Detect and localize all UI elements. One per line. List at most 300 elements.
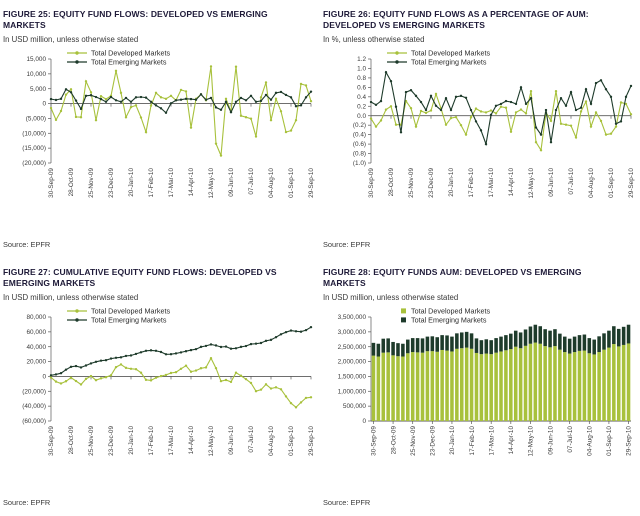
series-marker: [485, 143, 487, 145]
series-marker: [55, 119, 57, 121]
bar-emerging: [435, 337, 439, 352]
bar-emerging: [573, 337, 577, 352]
figure-26-chart: [323, 47, 637, 209]
series-marker: [450, 109, 452, 111]
series-marker: [50, 98, 52, 100]
series-marker: [285, 131, 287, 133]
panel-figure-26: [320, 0, 640, 258]
series-marker: [500, 105, 502, 107]
series-marker: [520, 86, 522, 88]
bar-developed: [411, 352, 415, 421]
bar-developed: [465, 348, 469, 421]
series-marker: [280, 333, 282, 335]
series-marker: [470, 116, 472, 118]
series-marker: [270, 119, 272, 121]
series-marker: [305, 329, 307, 331]
series-marker: [160, 96, 162, 98]
series-marker: [245, 116, 247, 118]
series-marker: [240, 97, 242, 99]
legend-label: Total Developed Markets: [91, 306, 171, 316]
y-tick-label: 0.8: [357, 74, 366, 82]
series-marker: [200, 93, 202, 95]
series-marker: [485, 111, 487, 113]
series-marker: [235, 101, 237, 103]
series-marker: [615, 123, 617, 125]
figure-26-subtitle: In %, unless otherwise stated: [323, 34, 425, 44]
bar-developed: [450, 351, 454, 421]
series-marker: [175, 352, 177, 354]
y-tick-label: 0: [362, 417, 366, 425]
bar-emerging: [583, 334, 587, 350]
figure-26-title: FIGURE 26: EQUITY FUND FLOWS AS A PERCENTAGE OF AUM: DEVELOPED VS EMERGING MARKETS: [323, 9, 589, 31]
series-marker: [245, 99, 247, 101]
series-marker: [595, 111, 597, 113]
bar-emerging: [489, 340, 493, 354]
series-marker: [255, 101, 257, 103]
series-marker: [300, 83, 302, 85]
bar-emerging: [475, 338, 479, 353]
series-marker: [590, 103, 592, 105]
y-tick-label: 5,000: [30, 85, 46, 93]
series-marker: [180, 89, 182, 91]
series-marker: [55, 99, 57, 101]
bar-developed: [573, 352, 577, 421]
series-marker: [185, 90, 187, 92]
series-marker: [610, 132, 612, 134]
series-marker: [230, 381, 232, 383]
series-marker: [410, 107, 412, 109]
figure-25-title: FIGURE 25: EQUITY FUND FLOWS: DEVELOPED VS EMERGING MARKETS: [3, 9, 268, 31]
series-marker: [265, 94, 267, 96]
bar-developed: [558, 350, 562, 421]
series-marker: [55, 373, 57, 375]
x-tick-label: 17-Mar-10: [488, 167, 496, 198]
bar-emerging: [377, 344, 381, 357]
series-marker: [115, 357, 117, 359]
series-marker: [520, 108, 522, 110]
series-marker: [515, 111, 517, 113]
bar-developed: [372, 356, 376, 421]
bar-emerging: [440, 335, 444, 350]
series-marker: [225, 101, 227, 103]
series-marker: [140, 371, 142, 373]
series-marker: [625, 96, 627, 98]
x-tick-label: 17-Feb-10: [468, 167, 476, 198]
series-marker: [170, 95, 172, 97]
series-marker: [120, 92, 122, 94]
series-marker: [575, 136, 577, 138]
series-marker: [130, 354, 132, 356]
series-marker: [55, 380, 57, 382]
series-marker: [185, 98, 187, 100]
x-tick-label: 23-Dec-09: [108, 425, 116, 456]
series-marker: [295, 105, 297, 107]
x-tick-label: 17-Feb-10: [148, 425, 156, 456]
y-tick-label: (1.0): [352, 159, 366, 167]
bar-emerging: [538, 326, 542, 344]
legend-marker-emerging: [75, 318, 78, 321]
series-marker: [180, 351, 182, 353]
bar-developed: [602, 350, 606, 421]
series-marker: [170, 372, 172, 374]
series-marker: [180, 98, 182, 100]
x-tick-label: 07-Jul-10: [566, 425, 574, 453]
series-marker: [105, 101, 107, 103]
series-marker: [175, 99, 177, 101]
series-marker: [425, 109, 427, 111]
figure-25-source: Source: EPFR: [3, 240, 51, 249]
x-tick-label: 09-Jun-10: [228, 167, 236, 197]
series-marker: [420, 101, 422, 103]
series-marker: [390, 80, 392, 82]
series-line-developed: [51, 358, 311, 407]
y-tick-label: (20,000): [22, 159, 46, 167]
series-marker: [380, 100, 382, 102]
series-marker: [255, 342, 257, 344]
series-marker: [160, 375, 162, 377]
series-marker: [255, 135, 257, 137]
bar-emerging: [597, 336, 601, 352]
bar-developed: [445, 351, 449, 421]
y-tick-label: (5,000): [25, 115, 46, 123]
bar-developed: [485, 353, 489, 420]
series-marker: [480, 110, 482, 112]
series-marker: [90, 94, 92, 96]
series-marker: [50, 376, 52, 378]
x-tick-label: 01-Sep-10: [288, 425, 296, 456]
x-tick-label: 25-Nov-09: [408, 167, 416, 198]
x-tick-label: 04-Aug-10: [268, 167, 276, 198]
y-tick-label: 20,000: [26, 358, 46, 366]
series-marker: [70, 88, 72, 90]
series-marker: [170, 353, 172, 355]
bar-emerging: [509, 334, 513, 349]
bar-emerging: [450, 337, 454, 352]
series-marker: [630, 85, 632, 87]
series-marker: [375, 104, 377, 106]
series-marker: [75, 365, 77, 367]
y-tick-label: 0.2: [357, 103, 366, 111]
series-marker: [165, 374, 167, 376]
y-tick-label: 1,500,000: [337, 373, 366, 381]
x-tick-label: 30-Sep-09: [48, 425, 56, 456]
series-marker: [385, 108, 387, 110]
x-tick-label: 30-Sep-09: [368, 167, 376, 198]
series-marker: [165, 353, 167, 355]
bar-developed: [475, 353, 479, 421]
series-marker: [275, 92, 277, 94]
bar-developed: [568, 353, 572, 420]
series-marker: [100, 359, 102, 361]
series-marker: [215, 344, 217, 346]
bar-emerging: [465, 332, 469, 348]
bar-developed: [622, 345, 626, 421]
series-marker: [190, 126, 192, 128]
series-marker: [510, 131, 512, 133]
legend-marker-developed: [75, 309, 78, 312]
bar-emerging: [514, 331, 518, 347]
series-marker: [225, 345, 227, 347]
x-tick-label: 14-Apr-10: [508, 167, 516, 197]
series-marker: [210, 97, 212, 99]
series-marker: [305, 397, 307, 399]
series-marker: [145, 131, 147, 133]
series-marker: [110, 374, 112, 376]
series-marker: [165, 112, 167, 114]
y-tick-label: 60,000: [26, 328, 46, 336]
series-marker: [265, 81, 267, 83]
series-marker: [370, 117, 372, 119]
series-marker: [390, 105, 392, 107]
bar-emerging: [553, 329, 557, 346]
x-tick-label: 30-Sep-09: [48, 167, 56, 198]
bar-developed: [592, 354, 596, 421]
bar-emerging: [445, 335, 449, 350]
series-marker: [205, 345, 207, 347]
y-tick-label: 2,000,000: [337, 358, 366, 366]
series-marker: [125, 355, 127, 357]
bar-emerging: [602, 333, 606, 349]
series-marker: [510, 101, 512, 103]
x-tick-label: 17-Feb-10: [468, 425, 476, 456]
bar-developed: [406, 353, 410, 421]
series-marker: [210, 343, 212, 345]
series-marker: [280, 110, 282, 112]
bar-developed: [470, 349, 474, 421]
x-tick-label: 09-Jun-10: [548, 167, 556, 197]
series-marker: [530, 97, 532, 99]
series-marker: [295, 406, 297, 408]
series-marker: [630, 113, 632, 115]
series-marker: [445, 97, 447, 99]
series-marker: [80, 108, 82, 110]
series-marker: [265, 340, 267, 342]
legend-label: Total Developed Markets: [411, 306, 491, 316]
series-marker: [135, 368, 137, 370]
x-tick-label: 28-Oct-09: [68, 425, 76, 455]
series-marker: [50, 107, 52, 109]
series-marker: [85, 95, 87, 97]
bar-emerging: [426, 337, 430, 352]
figure-27-source: Source: EPFR: [3, 498, 51, 507]
series-marker: [495, 105, 497, 107]
x-tick-label: 25-Nov-09: [88, 425, 96, 456]
bar-developed: [529, 344, 533, 421]
x-tick-label: 14-Apr-10: [188, 167, 196, 197]
series-marker: [615, 125, 617, 127]
series-marker: [155, 92, 157, 94]
legend-marker-emerging: [395, 60, 398, 63]
figure-28-chart: [323, 305, 637, 467]
bar-developed: [416, 352, 420, 421]
bar-developed: [480, 354, 484, 421]
x-tick-label: 29-Sep-10: [625, 425, 633, 456]
x-tick-label: 12-May-10: [208, 167, 216, 199]
series-marker: [85, 80, 87, 82]
series-marker: [250, 117, 252, 119]
series-marker: [400, 131, 402, 133]
series-marker: [60, 382, 62, 384]
x-tick-label: 20-Jan-10: [128, 167, 136, 197]
x-tick-label: 20-Jan-10: [448, 167, 456, 197]
panel-figure-28: [320, 258, 640, 516]
y-tick-label: (20,000): [22, 388, 46, 396]
series-marker: [115, 366, 117, 368]
series-marker: [215, 367, 217, 369]
series-marker: [450, 117, 452, 119]
series-marker: [90, 375, 92, 377]
bar-developed: [381, 353, 385, 421]
series-marker: [440, 109, 442, 111]
y-tick-label: 0.0: [357, 112, 366, 120]
series-marker: [410, 89, 412, 91]
panel-figure-25: [0, 0, 320, 258]
series-marker: [605, 133, 607, 135]
bar-developed: [607, 348, 611, 421]
series-marker: [460, 95, 462, 97]
series-marker: [155, 104, 157, 106]
bar-emerging: [411, 338, 415, 352]
bar-emerging: [534, 325, 538, 343]
series-marker: [235, 371, 237, 373]
bar-emerging: [568, 339, 572, 354]
series-marker: [310, 326, 312, 328]
bar-emerging: [396, 343, 400, 356]
y-tick-label: 3,500,000: [337, 313, 366, 321]
bar-developed: [553, 346, 557, 421]
series-marker: [85, 364, 87, 366]
series-marker: [150, 349, 152, 351]
series-marker: [310, 396, 312, 398]
bar-developed: [588, 353, 592, 421]
bar-emerging: [617, 329, 621, 347]
legend-label: Total Emerging Markets: [91, 315, 167, 325]
series-marker: [480, 129, 482, 131]
bar-developed: [509, 349, 513, 421]
x-tick-label: 01-Sep-10: [608, 167, 616, 198]
bar-emerging: [529, 326, 533, 343]
series-marker: [65, 368, 67, 370]
series-marker: [205, 98, 207, 100]
bar-emerging: [455, 333, 459, 348]
series-marker: [560, 123, 562, 125]
series-marker: [215, 106, 217, 108]
bar-emerging: [592, 340, 596, 355]
series-marker: [65, 380, 67, 382]
series-marker: [120, 101, 122, 103]
bar-developed: [460, 348, 464, 421]
y-tick-label: 1,000,000: [337, 388, 366, 396]
bar-developed: [538, 344, 542, 421]
bar-emerging: [504, 335, 508, 350]
series-marker: [115, 99, 117, 101]
series-marker: [550, 120, 552, 122]
series-marker: [95, 96, 97, 98]
bar-developed: [386, 352, 390, 421]
series-marker: [110, 357, 112, 359]
series-marker: [100, 98, 102, 100]
series-marker: [230, 347, 232, 349]
series-marker: [160, 107, 162, 109]
series-marker: [125, 116, 127, 118]
x-tick-label: 23-Dec-09: [429, 425, 437, 456]
bar-emerging: [563, 337, 567, 352]
series-marker: [530, 90, 532, 92]
figure-27-title: FIGURE 27: CUMULATIVE EQUITY FUND FLOWS: DEVELOPED VS EMERGING MARKETS: [3, 267, 277, 289]
series-marker: [540, 149, 542, 151]
legend: [67, 306, 171, 324]
y-tick-label: 0: [42, 373, 46, 381]
series-marker: [290, 329, 292, 331]
bar-developed: [401, 356, 405, 420]
bar-emerging: [543, 329, 547, 346]
series-marker: [220, 109, 222, 111]
series-marker: [225, 379, 227, 381]
series-marker: [240, 374, 242, 376]
bar-developed: [617, 346, 621, 421]
bar-emerging: [524, 329, 528, 345]
bar-emerging: [612, 326, 616, 344]
x-tick-label: 04-Aug-10: [588, 167, 596, 198]
series-marker: [610, 96, 612, 98]
bar-emerging: [607, 331, 611, 348]
series-marker: [525, 112, 527, 114]
series-marker: [220, 346, 222, 348]
series-marker: [125, 367, 127, 369]
series-marker: [185, 350, 187, 352]
y-tick-label: 0.4: [357, 93, 366, 101]
series-marker: [565, 105, 567, 107]
series-marker: [620, 120, 622, 122]
series-marker: [190, 370, 192, 372]
series-marker: [490, 109, 492, 111]
series-marker: [600, 79, 602, 81]
series-marker: [275, 386, 277, 388]
series-marker: [555, 109, 557, 111]
series-marker: [585, 88, 587, 90]
legend-label: Total Emerging Markets: [91, 57, 167, 67]
series-marker: [230, 111, 232, 113]
series-marker: [140, 116, 142, 118]
series-marker: [50, 374, 52, 376]
bar-developed: [514, 347, 518, 421]
bar-developed: [524, 346, 528, 421]
series-marker: [220, 154, 222, 156]
bar-emerging: [386, 338, 390, 352]
series-marker: [430, 109, 432, 111]
series-marker: [505, 106, 507, 108]
bar-emerging: [480, 340, 484, 354]
series-marker: [245, 345, 247, 347]
bar-developed: [534, 342, 538, 420]
x-tick-label: 14-Apr-10: [508, 425, 516, 455]
series-marker: [265, 383, 267, 385]
series-marker: [295, 119, 297, 121]
legend: [401, 306, 491, 324]
x-tick-label: 23-Dec-09: [428, 167, 436, 198]
series-marker: [130, 106, 132, 108]
x-tick-label: 01-Sep-10: [288, 167, 296, 198]
series-marker: [130, 101, 132, 103]
bar-developed: [455, 349, 459, 421]
series-marker: [300, 104, 302, 106]
series-marker: [275, 336, 277, 338]
y-tick-label: 10,000: [26, 70, 46, 78]
series-marker: [195, 98, 197, 100]
series-marker: [555, 90, 557, 92]
series-marker: [130, 368, 132, 370]
bar-emerging: [494, 338, 498, 353]
